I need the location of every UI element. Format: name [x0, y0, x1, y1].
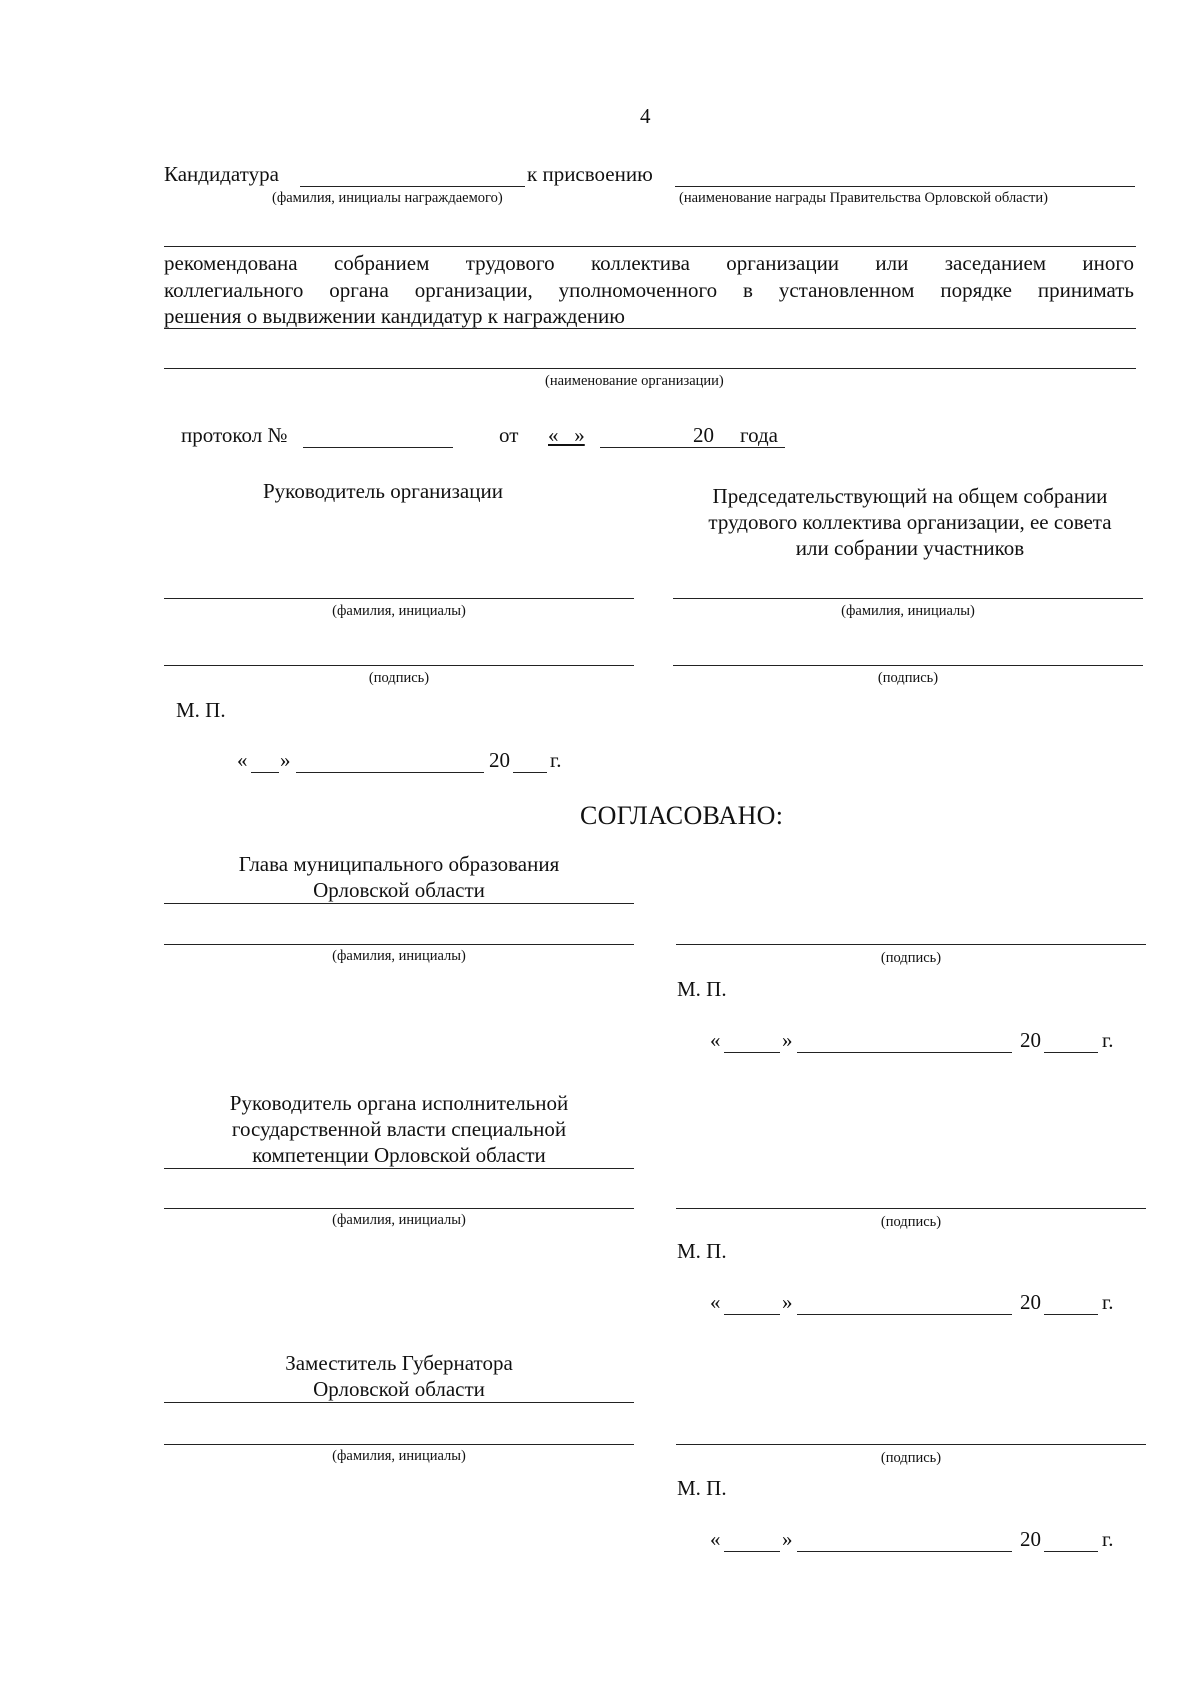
date-suffix: г.: [550, 748, 562, 772]
caption-award-name: (наименование награды Правительства Орловской области): [679, 190, 1048, 206]
approver-3-date-open: «: [710, 1527, 721, 1551]
recommendation-underline: [164, 328, 1136, 329]
approver-1-title-line-1: Глава муниципального образования: [238, 852, 560, 876]
protocol-number-field[interactable]: [303, 447, 453, 448]
protocol-date-quotes: « »: [548, 423, 585, 447]
caption-chair-signature: (подпись): [877, 670, 939, 686]
approved-heading: СОГЛАСОВАНО:: [580, 801, 784, 830]
approver-1-signature-field[interactable]: [676, 944, 1146, 945]
recommendation-line-1: рекомендована собранием трудового коллектива организации или заседанием иного: [164, 251, 1134, 275]
approver-3-date-suffix: г.: [1102, 1527, 1114, 1551]
caption-org-head-signature: (подпись): [368, 670, 430, 686]
approver-2-name-field[interactable]: [164, 1208, 634, 1209]
date-open-quote: «: [237, 748, 248, 772]
approver-3-title-line-2: Орловской области: [313, 1377, 485, 1401]
approver-1-date-year-prefix: 20: [1020, 1028, 1041, 1052]
date-day-field[interactable]: [251, 772, 279, 773]
protocol-date-field[interactable]: [600, 447, 785, 448]
approver-2-title-line-1: Руководитель органа исполнительной: [229, 1091, 569, 1115]
caption-approver-1-signature: (подпись): [880, 950, 942, 966]
caption-approver-1-name: (фамилия, инициалы): [332, 948, 466, 964]
approver-3-date-close: »: [782, 1527, 793, 1551]
caption-organization: (наименование организации): [545, 373, 724, 389]
approver-2-date-year-prefix: 20: [1020, 1290, 1041, 1314]
approver-3-signature-field[interactable]: [676, 1444, 1146, 1445]
approver-2-title-line-2: государственной власти специальной: [231, 1117, 567, 1141]
protocol-label: протокол №: [181, 423, 288, 447]
approver-2-signature-field[interactable]: [676, 1208, 1146, 1209]
award-name-field[interactable]: [675, 186, 1135, 187]
approver-1-name-field[interactable]: [164, 944, 634, 945]
approver-3-stamp: М. П.: [677, 1476, 727, 1500]
approver-3-date-year-field[interactable]: [1044, 1551, 1098, 1552]
approver-1-date-close: »: [782, 1028, 793, 1052]
protocol-year-word: года: [740, 423, 778, 447]
org-head-name-field[interactable]: [164, 598, 634, 599]
approver-2-date-day-field[interactable]: [724, 1314, 780, 1315]
approver-2-title-underline: [164, 1168, 634, 1169]
caption-approver-3-signature: (подпись): [880, 1450, 942, 1466]
approver-2-date-year-field[interactable]: [1044, 1314, 1098, 1315]
approver-1-title-underline: [164, 903, 634, 904]
approver-3-date-month-field[interactable]: [797, 1551, 1012, 1552]
approver-1-stamp: М. П.: [677, 977, 727, 1001]
caption-candidate-name: (фамилия, инициалы награждаемого): [272, 190, 503, 206]
approver-2-date-open: «: [710, 1290, 721, 1314]
approver-1-date-year-field[interactable]: [1044, 1052, 1098, 1053]
approver-2-date-suffix: г.: [1102, 1290, 1114, 1314]
approver-2-stamp: М. П.: [677, 1239, 727, 1263]
page-number: 4: [640, 104, 651, 128]
approver-1-date-suffix: г.: [1102, 1028, 1114, 1052]
approver-1-date-open: «: [710, 1028, 721, 1052]
approver-3-date-day-field[interactable]: [724, 1551, 780, 1552]
protocol-year: 20: [693, 423, 714, 447]
chair-signature-field[interactable]: [673, 665, 1143, 666]
approver-1-title-line-2: Орловской области: [313, 878, 485, 902]
approver-2-date-close: »: [782, 1290, 793, 1314]
chair-title-line-3: или собрании участников: [795, 536, 1025, 560]
protocol-from-label: от: [499, 423, 519, 447]
caption-approver-3-name: (фамилия, инициалы): [332, 1448, 466, 1464]
chair-title-line-1: Председательствующий на общем собрании: [712, 484, 1108, 508]
date-year-prefix: 20: [489, 748, 510, 772]
candidate-name-field[interactable]: [300, 186, 525, 187]
approver-3-date-year-prefix: 20: [1020, 1527, 1041, 1551]
approver-1-date-day-field[interactable]: [724, 1052, 780, 1053]
date-year-field[interactable]: [513, 772, 547, 773]
approver-2-date-month-field[interactable]: [797, 1314, 1012, 1315]
recommendation-line-3: решения о выдвижении кандидатур к награждению: [164, 304, 625, 328]
candidate-label: Кандидатура: [164, 162, 279, 186]
approver-3-name-field[interactable]: [164, 1444, 634, 1445]
approver-1-date-month-field[interactable]: [797, 1052, 1012, 1053]
recommendation-line-2: коллегиального органа организации, уполномоченного в установленном порядке принимать: [164, 278, 1134, 302]
organization-name-field[interactable]: [164, 368, 1136, 369]
approver-2-title-line-3: компетенции Орловской области: [252, 1143, 546, 1167]
org-head-signature-field[interactable]: [164, 665, 634, 666]
chair-name-field[interactable]: [673, 598, 1143, 599]
org-head-title: Руководитель организации: [263, 479, 503, 503]
stamp-label: М. П.: [176, 698, 226, 722]
caption-approver-2-signature: (подпись): [880, 1214, 942, 1230]
chair-title-line-2: трудового коллектива организации, ее совета: [708, 510, 1112, 534]
caption-org-head-name: (фамилия, инициалы): [332, 603, 466, 619]
approver-3-title-line-1: Заместитель Губернатора: [285, 1351, 513, 1375]
approver-3-title-underline: [164, 1402, 634, 1403]
caption-chair-name: (фамилия, инициалы): [841, 603, 975, 619]
date-close-quote: »: [280, 748, 291, 772]
caption-approver-2-name: (фамилия, инициалы): [332, 1212, 466, 1228]
for-award-label: к присвоению: [527, 162, 653, 186]
award-name-continuation-field[interactable]: [164, 246, 1136, 247]
date-month-field[interactable]: [296, 772, 484, 773]
